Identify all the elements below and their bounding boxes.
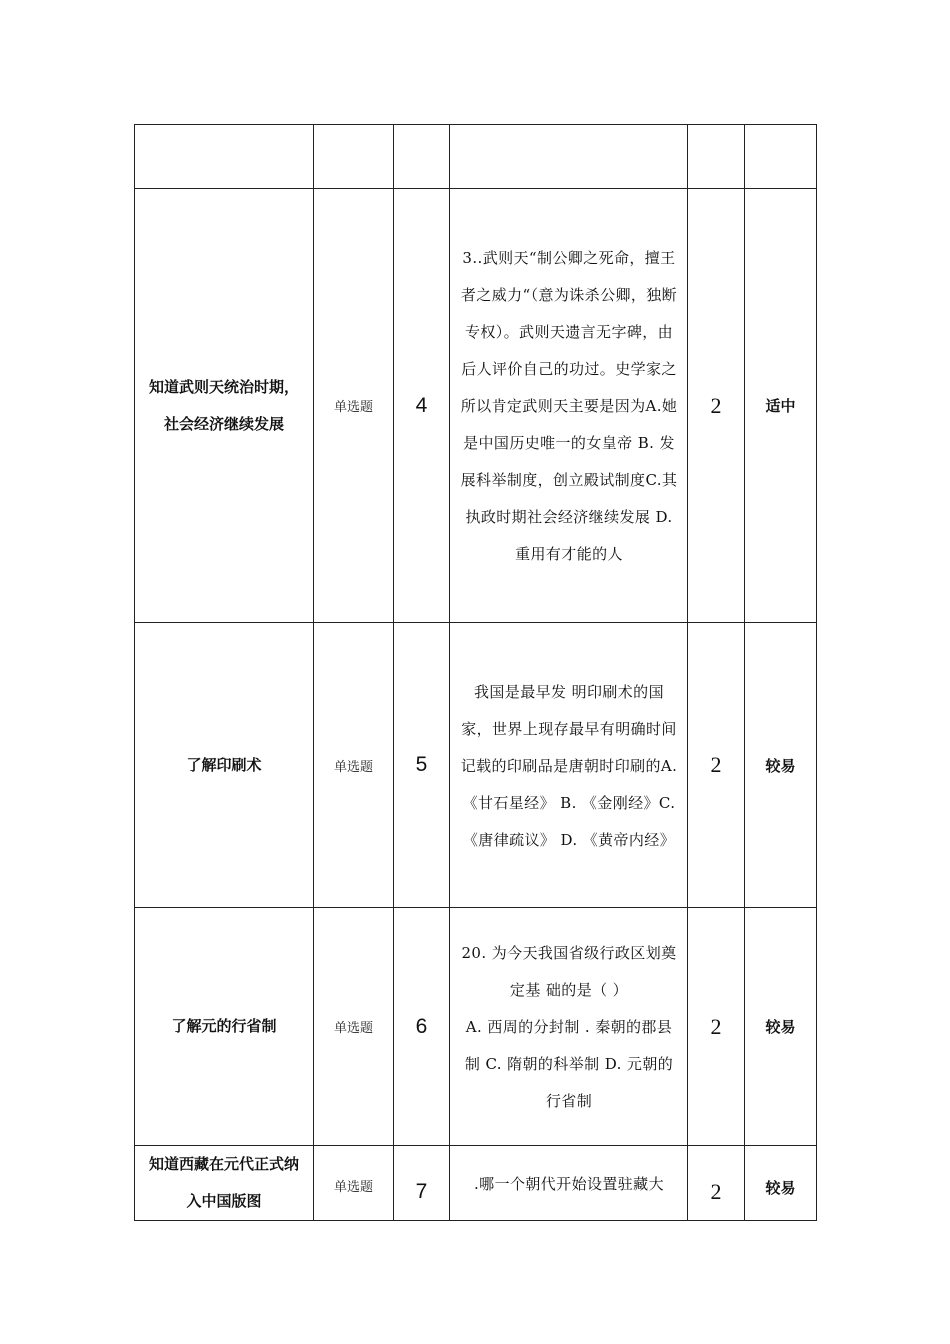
question-number-cell: 6 [394,908,450,1146]
question-number-cell: 7 [394,1146,450,1221]
question-number-cell [394,125,450,189]
difficulty-cell: 较易 [745,623,817,908]
table-row [135,189,817,623]
question-type-cell: 单选题 [314,1146,394,1221]
score-cell: 2 [688,908,745,1146]
knowledge-point-cell: 知道西藏在元代正式纳入中国版图 [135,1146,314,1221]
question-text-cell: 3..武则天“制公卿之死命，擅王者之威力“（意为诛杀公卿，独断专权）。武则天遗言无字碑，由后人评价自己的功过。史学家之所以肯定武则天主要是因为A.她是中国历史唯一的女皇帝 B. 发展科举制度，创立殿试制度C.其执政时期社会经济继续发展 D.重用有才能的人 [450,189,688,623]
question-text-cell [450,125,688,189]
difficulty-cell: 适中 [745,189,817,623]
difficulty-cell [745,125,817,189]
question-type-cell: 单选题 [314,623,394,908]
question-number-cell: 4 [394,189,450,623]
question-text-cell: 20. 为今天我国省级行政区划奠定基 础的是（ ） A. 西周的分封制 . 秦朝的郡县制 C. 隋朝的科举制 D. 元朝的行省制 [450,908,688,1146]
knowledge-point-cell [135,125,314,189]
question-type-cell: 单选题 [314,908,394,1146]
knowledge-point-cell: 了解元的行省制 [135,908,314,1146]
question-text-cell: 我国是最早发 明印刷术的国家，世界上现存最早有明确时间记载的印刷品是唐朝时印刷的A. 《甘石星经》 B. 《金刚经》C. 《唐律疏议》 D. 《黄帝内经》 [450,623,688,908]
score-cell: 2 [688,1146,745,1221]
knowledge-point-cell: 知道武则天统治时期，社会经济继续发展 [135,189,314,623]
score-cell: 2 [688,189,745,623]
question-table [134,124,817,1221]
table-row [135,623,817,908]
question-type-cell [314,125,394,189]
score-cell: 2 [688,623,745,908]
difficulty-cell: 较易 [745,1146,817,1221]
table-row [135,1146,817,1221]
question-number-cell: 5 [394,623,450,908]
difficulty-cell: 较易 [745,908,817,1146]
table-row [135,125,817,189]
question-type-cell: 单选题 [314,189,394,623]
score-cell [688,125,745,189]
knowledge-point-cell: 了解印刷术 [135,623,314,908]
question-text-cell: .哪一个朝代开始设置驻藏大 [450,1146,688,1221]
table-row [135,908,817,1146]
